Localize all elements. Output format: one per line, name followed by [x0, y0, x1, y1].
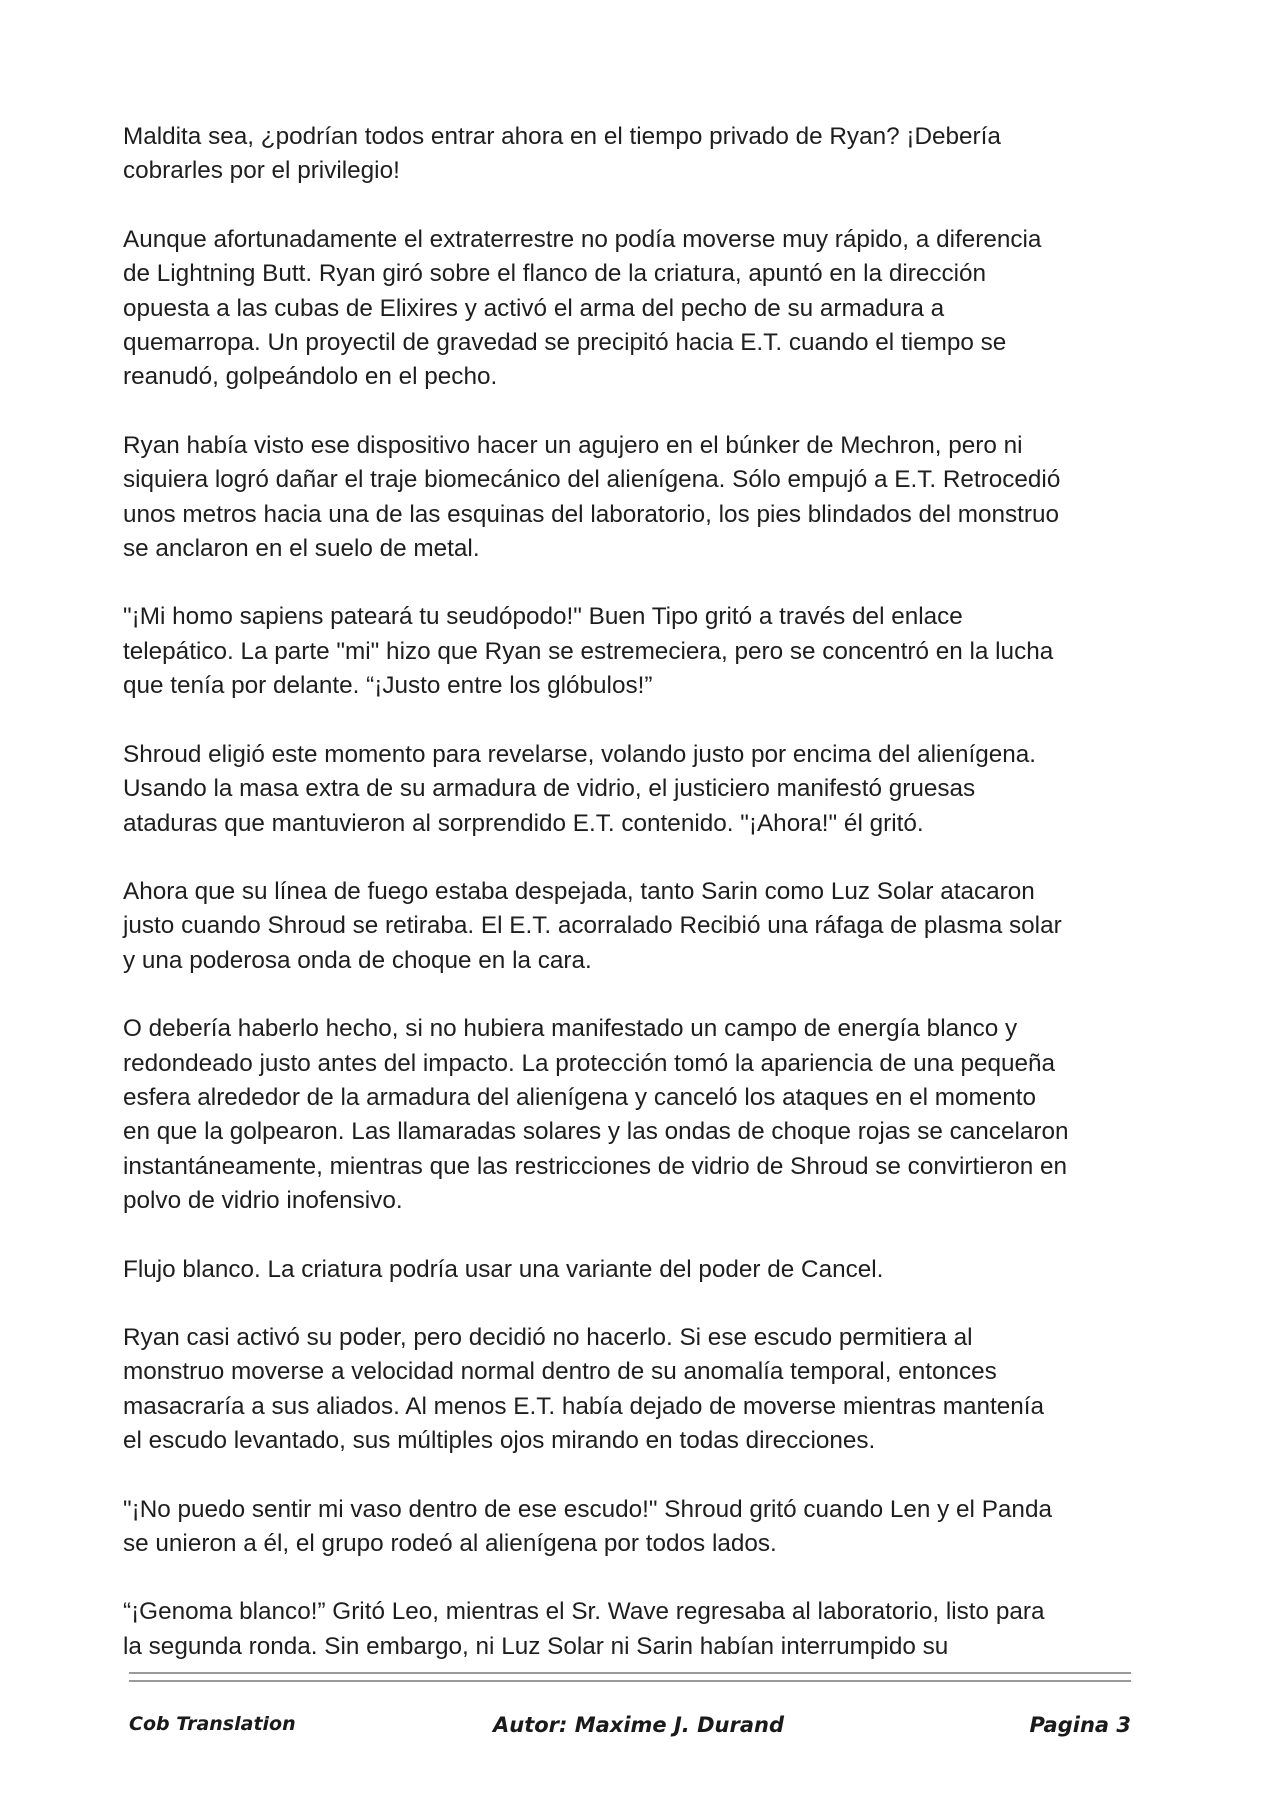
- text-line: masacraría a sus aliados. Al menos E.T. había dejado de moverse mientras mantenía: [123, 1392, 1045, 1420]
- text-line: Ryan había visto ese dispositivo hacer un agujero en el búnker de Mechron, pero ni: [123, 431, 1023, 459]
- text-line: esfera alrededor de la armadura del alienígena y canceló los ataques en el momento: [123, 1083, 1037, 1111]
- page-footer: [129, 1713, 1131, 1747]
- text-line: O debería haberlo hecho, si no hubiera manifestado un campo de energía blanco y: [123, 1015, 1018, 1043]
- paragraph: [123, 1595, 1141, 1664]
- paragraph: [123, 738, 1141, 841]
- text-line: monstruo moverse a velocidad normal dentro de su anomalía temporal, entonces: [123, 1358, 997, 1386]
- text-line: siquiera logró dañar el traje biomecánico del alienígena. Sólo empujó a E.T. Retrocedió: [123, 466, 1061, 494]
- text-line: opuesta a las cubas de Elixires y activó el arma del pecho de su armadura a: [123, 294, 945, 322]
- text-line: Usando la masa extra de su armadura de vidrio, el justiciero manifestó gruesas: [123, 775, 976, 803]
- text-line: Maldita sea, ¿podrían todos entrar ahora en el tiempo privado de Ryan? ¡Debería: [123, 123, 1001, 150]
- text-line: reanudó, golpeándolo en el pecho.: [123, 363, 498, 391]
- text-line: quemarropa. Un proyectil de gravedad se precipitó hacia E.T. cuando el tiempo se: [123, 329, 1007, 357]
- paragraph: [123, 223, 1141, 395]
- text-line: "¡Mi homo sapiens pateará tu seudópodo!" Buen Tipo gritó a través del enlace: [123, 603, 963, 631]
- text-line: Shroud eligió este momento para revelarse, volando justo por encima del alienígena.: [123, 740, 1037, 768]
- text-line: cobrarles por el privilegio!: [123, 157, 400, 185]
- text-line: la segunda ronda. Sin embargo, ni Luz Solar ni Sarin habían interrumpido su: [123, 1632, 949, 1660]
- footer-translator: Cob Translation: [129, 1713, 296, 1735]
- text-line: "¡No puedo sentir mi vaso dentro de ese escudo!" Shroud gritó cuando Len y el Panda: [123, 1495, 1052, 1523]
- text-line: polvo de vidrio inofensivo.: [123, 1187, 403, 1215]
- text-line: Ahora que su línea de fuego estaba despejada, tanto Sarin como Luz Solar atacaron: [123, 877, 1035, 905]
- text-line: justo cuando Shroud se retiraba. El E.T. acorralado Recibió una ráfaga de plasma solar: [123, 912, 1062, 940]
- paragraph: [123, 1321, 1141, 1459]
- text-line: telepático. La parte "mi" hizo que Ryan se estremeciera, pero se concentró en la lucha: [123, 637, 1054, 665]
- text-line: unos metros hacia una de las esquinas del laboratorio, los pies blindados del monstruo: [123, 500, 1059, 528]
- text-line: en que la golpearon. Las llamaradas solares y las ondas de choque rojas se cancelaron: [123, 1118, 1069, 1146]
- text-line: Ryan casi activó su poder, pero decidió no hacerlo. Si ese escudo permitiera al: [123, 1323, 973, 1351]
- footer-rule-top: [129, 1672, 1131, 1674]
- text-line: Aunque afortunadamente el extraterrestre no podía moverse muy rápido, a diferencia: [123, 225, 1042, 253]
- text-line: redondeado justo antes del impacto. La protección tomó la apariencia de una pequeña: [123, 1049, 1056, 1077]
- paragraph: [123, 875, 1141, 978]
- paragraph: [123, 1253, 1141, 1287]
- footer-rule-bottom: [129, 1680, 1131, 1682]
- footer-author: Autor: Maxime J. Durand: [493, 1713, 784, 1737]
- text-line: que tenía por delante. “¡Justo entre los glóbulos!”: [123, 672, 653, 700]
- text-line: instantáneamente, mientras que las restricciones de vidrio de Shroud se convirtieron en: [123, 1152, 1068, 1180]
- text-line: ataduras que mantuvieron al sorprendido E.T. contenido. "¡Ahora!" él gritó.: [123, 809, 924, 837]
- text-line: se unieron a él, el grupo rodeó al alienígena por todos lados.: [123, 1530, 777, 1557]
- paragraph: [123, 1493, 1141, 1562]
- footer-page-number: Pagina 3: [1029, 1713, 1131, 1737]
- text-line: se anclaron en el suelo de metal.: [123, 535, 480, 563]
- page-body: [123, 120, 1141, 1698]
- text-line: “¡Genoma blanco!” Gritó Leo, mientras el Sr. Wave regresaba al laboratorio, listo para: [123, 1598, 1045, 1626]
- paragraph: [123, 120, 1141, 189]
- text-line: y una poderosa onda de choque en la cara.: [123, 946, 592, 974]
- paragraph: [123, 1012, 1141, 1218]
- paragraph: [123, 429, 1141, 567]
- paragraph: [123, 600, 1141, 703]
- text-line: Flujo blanco. La criatura podría usar una variante del poder de Cancel.: [123, 1255, 884, 1283]
- text-line: de Lightning Butt. Ryan giró sobre el flanco de la criatura, apuntó en la dirección: [123, 260, 987, 288]
- text-line: el escudo levantado, sus múltiples ojos mirando en todas direcciones.: [123, 1427, 876, 1455]
